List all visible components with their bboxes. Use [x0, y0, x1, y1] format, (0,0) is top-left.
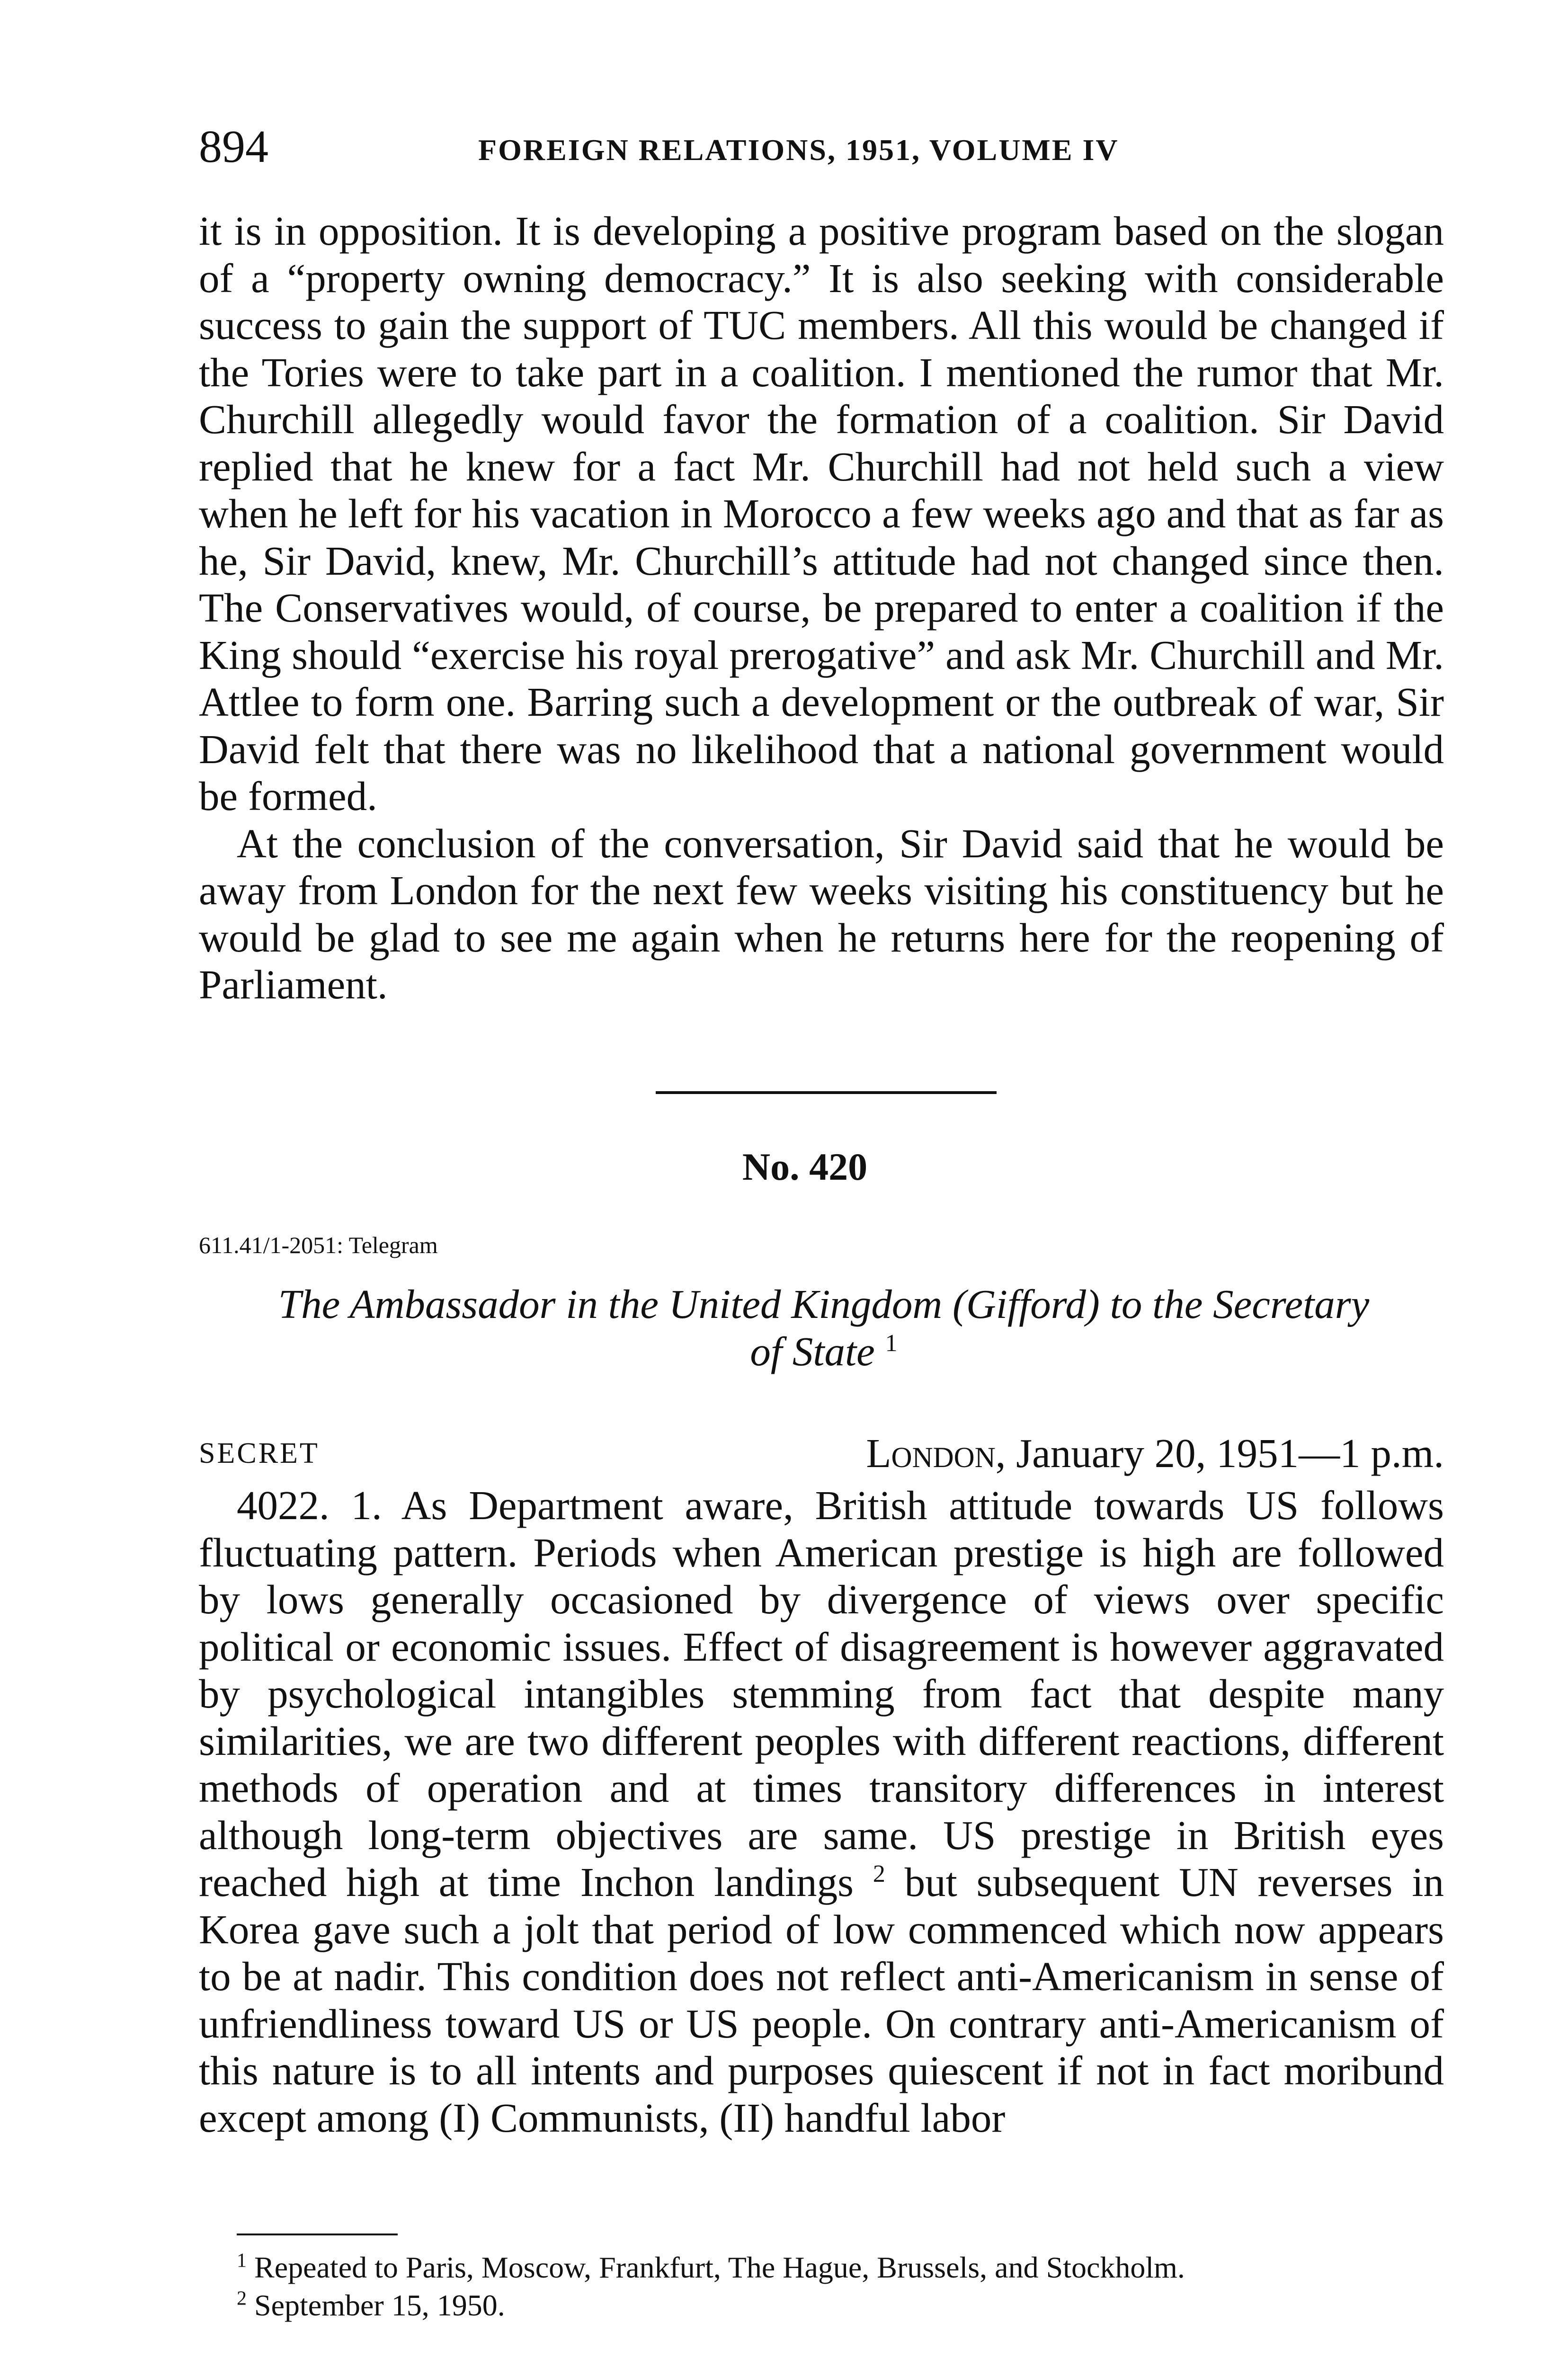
title-footnote-reference: 1 [885, 1330, 898, 1357]
dateline-date: January 20, 1951—1 p.m. [1016, 1430, 1444, 1476]
closing-paragraph: At the conclusion of the conversation, Sir David said that he would be away from London for the next few weeks visiting his constituency but he would be glad to see me again when he returns here for the reopening of Parliament. [199, 820, 1444, 1007]
telegram-body [199, 1482, 1444, 2141]
running-title: FOREIGN RELATIONS, 1951, VOLUME IV [478, 133, 1119, 167]
footnote-2-text: September 15, 1950. [254, 2288, 505, 2322]
dateline [795, 1430, 1444, 1477]
footnote-separator-rule [237, 2234, 398, 2235]
footnotes [237, 2249, 1444, 2324]
footnote-2 [237, 2287, 1444, 2324]
section-divider-rule [656, 1091, 997, 1094]
document-title-line-2 [204, 1328, 1444, 1375]
classification-marking: SECRET [199, 1437, 320, 1469]
footnote-1-text: Repeated to Paris, Moscow, Frankfurt, The Hague, Brussels, and Stockholm. [254, 2251, 1185, 2284]
document-title-line-2-text: of State [750, 1328, 875, 1374]
continued-paragraph: it is in opposition. It is developing a positive program based on the slogan of a “property owning democracy.” It is also seeking with considerable success to gain the support of TUC members. All this would be changed if the Tories were to take part in a coalition. I mentioned the rumor that Mr. Churchill allegedly would favor the formation of a coalition. Sir David replied that he knew for a fact Mr. Churchill had not held such a view when he left for his vacation in Morocco a few weeks ago and that as far as he, Sir David, knew, Mr. Churchill’s attitude had not changed since then. The Conservatives would, of course, be prepared to enter a coalition if the King should “exercise his royal prerogative” and ask Mr. Churchill and Mr. Attlee to form one. Barring such a development or the outbreak of war, Sir David felt that there was no likelihood that a national government would be formed. [199, 208, 1444, 819]
running-header [199, 118, 1453, 175]
dateline-place: London, [866, 1430, 1006, 1476]
footnote-1 [237, 2249, 1444, 2287]
page-number: 894 [199, 121, 268, 172]
footnote-2-mark: 2 [237, 2287, 247, 2310]
continued-memorandum-text [199, 207, 1444, 1008]
telegram-text-part-2: but subsequent UN reverses in Korea gave such a jolt that period of low commenced which now appears to be at nadir. This condition does not reflect anti-Americanism in sense of unfriendliness toward US or US people. On contrary anti-Americanism of this nature is to all intents and purposes quiescent if not in fact moribund except among (I) Communists, (II) handful labor [199, 1859, 1444, 2141]
body-footnote-reference: 2 [873, 1860, 885, 1887]
file-reference: 611.41/1-2051: Telegram [199, 1232, 438, 1258]
footnote-1-mark: 1 [237, 2250, 247, 2272]
document-title-line-1: The Ambassador in the United Kingdom (Gifford) to the Secretary [278, 1281, 1370, 1327]
document-number: No. 420 [742, 1145, 868, 1188]
telegram-text-part-1: 4022. 1. As Department aware, British attitude towards US follows fluctuating pattern. Periods when American prestige is high are followed by lows generally occasioned by divergence of views over specific political or economic issues. Effect of disagreement is however aggravated by psychological intangibles stemming from fact that despite many similarities, we are two different peoples with different reactions, different methods of operation and at times transitory differences in interest although long-term objectives are same. US prestige in British eyes reached high at time Inchon landings [199, 1482, 1444, 1905]
telegram-paragraph [199, 1482, 1444, 2141]
document-title [204, 1281, 1444, 1375]
